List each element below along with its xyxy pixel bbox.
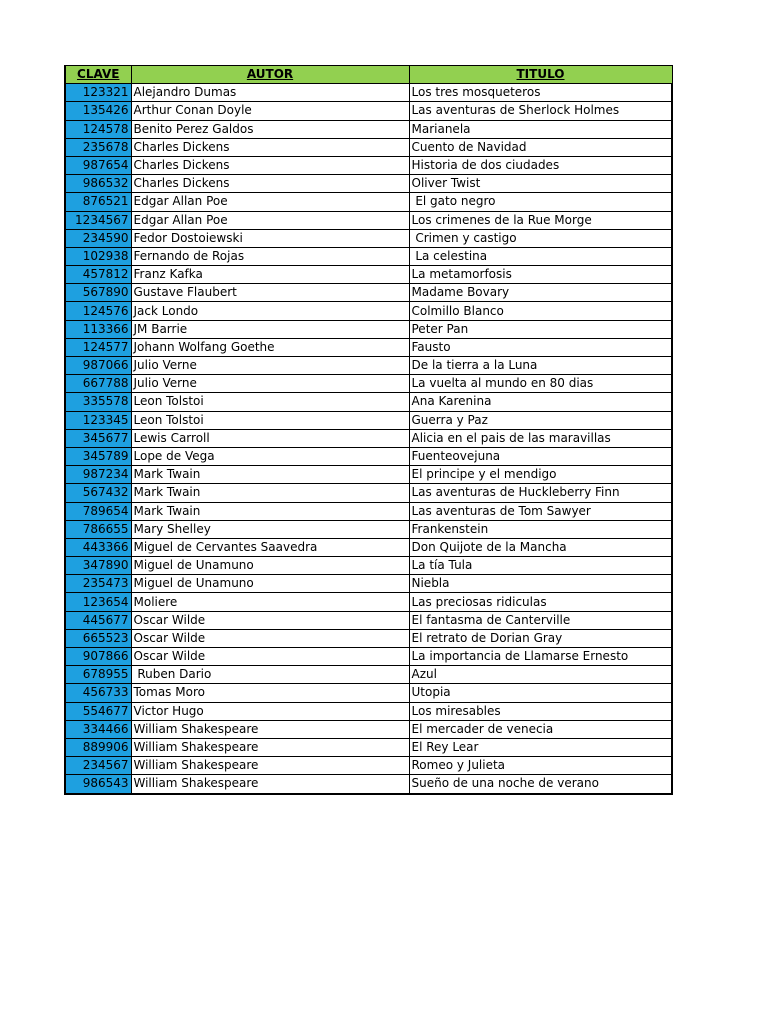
table-row [65,84,672,102]
cell-clave: 124578 [65,120,131,138]
cell-autor: William Shakespeare [131,738,409,756]
cell-clave: 986532 [65,175,131,193]
cell-autor: Mary Shelley [131,520,409,538]
cell-titulo: Niebla [409,575,672,593]
cell-titulo: Crimen y castigo [409,229,672,247]
cell-titulo: Los crimenes de la Rue Morge [409,211,672,229]
cell-titulo: Las aventuras de Sherlock Holmes [409,102,672,120]
table-row [65,593,672,611]
cell-titulo: El fantasma de Canterville [409,611,672,629]
table-row [65,575,672,593]
cell-autor: Mark Twain [131,502,409,520]
cell-clave: 457812 [65,266,131,284]
cell-autor: Fedor Dostoiewski [131,229,409,247]
cell-clave: 345789 [65,447,131,465]
cell-titulo: La importancia de Llamarse Ernesto [409,648,672,666]
cell-autor: Moliere [131,593,409,611]
table-row [65,484,672,502]
cell-autor: Oscar Wilde [131,629,409,647]
cell-titulo: Alicia en el pais de las maravillas [409,429,672,447]
cell-titulo: Las aventuras de Tom Sawyer [409,502,672,520]
cell-titulo: De la tierra a la Luna [409,357,672,375]
cell-autor: Ruben Dario [131,666,409,684]
cell-titulo: Madame Bovary [409,284,672,302]
cell-autor: Leon Tolstoi [131,393,409,411]
cell-clave: 987654 [65,156,131,174]
cell-titulo: Romeo y Julieta [409,757,672,775]
cell-clave: 123321 [65,84,131,102]
table-row [65,775,672,794]
table-row [65,138,672,156]
cell-autor: Lewis Carroll [131,429,409,447]
cell-autor: Charles Dickens [131,175,409,193]
table-row [65,648,672,666]
cell-clave: 665523 [65,629,131,647]
cell-autor: Miguel de Unamuno [131,557,409,575]
cell-titulo: El principe y el mendigo [409,466,672,484]
cell-titulo: La vuelta al mundo en 80 dias [409,375,672,393]
cell-autor: Julio Verne [131,357,409,375]
cell-autor: Julio Verne [131,375,409,393]
cell-clave: 123345 [65,411,131,429]
table-row [65,666,672,684]
table-row [65,375,672,393]
table-row [65,684,672,702]
cell-autor: Johann Wolfang Goethe [131,338,409,356]
cell-titulo: Cuento de Navidad [409,138,672,156]
cell-clave: 124576 [65,302,131,320]
cell-clave: 334466 [65,720,131,738]
cell-autor: Miguel de Cervantes Saavedra [131,538,409,556]
cell-titulo: Colmillo Blanco [409,302,672,320]
cell-clave: 102938 [65,247,131,265]
cell-titulo: Fuenteovejuna [409,447,672,465]
header-row [65,66,672,84]
cell-clave: 135426 [65,102,131,120]
cell-clave: 347890 [65,557,131,575]
cell-autor: Benito Perez Galdos [131,120,409,138]
cell-titulo: Historia de dos ciudades [409,156,672,174]
cell-titulo: Oliver Twist [409,175,672,193]
cell-titulo: El Rey Lear [409,738,672,756]
cell-autor: William Shakespeare [131,757,409,775]
cell-autor: Alejandro Dumas [131,84,409,102]
cell-titulo: Ana Karenina [409,393,672,411]
cell-titulo: Las preciosas ridiculas [409,593,672,611]
cell-clave: 123654 [65,593,131,611]
cell-autor: Leon Tolstoi [131,411,409,429]
cell-titulo: La metamorfosis [409,266,672,284]
cell-autor: JM Barrie [131,320,409,338]
cell-autor: Mark Twain [131,484,409,502]
cell-titulo: La tía Tula [409,557,672,575]
table-row [65,247,672,265]
cell-clave: 335578 [65,393,131,411]
cell-clave: 987066 [65,357,131,375]
cell-titulo: El mercader de venecia [409,720,672,738]
cell-autor: Oscar Wilde [131,611,409,629]
cell-autor: William Shakespeare [131,775,409,794]
table-row [65,411,672,429]
cell-titulo: Peter Pan [409,320,672,338]
cell-clave: 567890 [65,284,131,302]
cell-clave: 986543 [65,775,131,794]
table-row [65,720,672,738]
cell-autor: William Shakespeare [131,720,409,738]
table-row [65,284,672,302]
cell-titulo: Marianela [409,120,672,138]
cell-titulo: Las aventuras de Huckleberry Finn [409,484,672,502]
cell-autor: Charles Dickens [131,156,409,174]
cell-autor: Miguel de Unamuno [131,575,409,593]
table-row [65,175,672,193]
cell-autor: Victor Hugo [131,702,409,720]
cell-clave: 667788 [65,375,131,393]
table-row [65,156,672,174]
table-row [65,757,672,775]
table-row [65,447,672,465]
cell-titulo: Don Quijote de la Mancha [409,538,672,556]
cell-autor: Edgar Allan Poe [131,211,409,229]
cell-titulo: Utopia [409,684,672,702]
cell-autor: Charles Dickens [131,138,409,156]
cell-autor: Oscar Wilde [131,648,409,666]
cell-autor: Gustave Flaubert [131,284,409,302]
table-row [65,738,672,756]
cell-autor: Edgar Allan Poe [131,193,409,211]
table-row [65,611,672,629]
cell-autor: Fernando de Rojas [131,247,409,265]
table-row [65,429,672,447]
cell-clave: 456733 [65,684,131,702]
cell-clave: 113366 [65,320,131,338]
cell-clave: 907866 [65,648,131,666]
cell-autor: Tomas Moro [131,684,409,702]
table-row [65,266,672,284]
cell-clave: 678955 [65,666,131,684]
table-row [65,393,672,411]
table-row [65,302,672,320]
cell-autor: Arthur Conan Doyle [131,102,409,120]
cell-clave: 124577 [65,338,131,356]
table-row [65,502,672,520]
cell-clave: 789654 [65,502,131,520]
cell-clave: 443366 [65,538,131,556]
cell-clave: 889906 [65,738,131,756]
table-row [65,557,672,575]
cell-clave: 235473 [65,575,131,593]
cell-clave: 235678 [65,138,131,156]
header-titulo: TITULO [409,66,672,84]
table-row [65,120,672,138]
cell-clave: 567432 [65,484,131,502]
cell-titulo: Sueño de una noche de verano [409,775,672,794]
cell-titulo: Guerra y Paz [409,411,672,429]
table-row [65,629,672,647]
table-row [65,320,672,338]
header-clave: CLAVE [65,66,131,84]
cell-autor: Mark Twain [131,466,409,484]
cell-titulo: El gato negro [409,193,672,211]
table-row [65,229,672,247]
table-row [65,338,672,356]
table-row [65,102,672,120]
cell-clave: 987234 [65,466,131,484]
cell-clave: 234590 [65,229,131,247]
table-row [65,211,672,229]
table-row [65,520,672,538]
cell-titulo: Los tres mosqueteros [409,84,672,102]
cell-titulo: Azul [409,666,672,684]
cell-autor: Lope de Vega [131,447,409,465]
cell-clave: 786655 [65,520,131,538]
cell-titulo: El retrato de Dorian Gray [409,629,672,647]
book-table [64,65,673,795]
cell-clave: 345677 [65,429,131,447]
table-row [65,466,672,484]
table-row [65,357,672,375]
cell-titulo: La celestina [409,247,672,265]
header-autor: AUTOR [131,66,409,84]
table-row [65,702,672,720]
cell-titulo: Fausto [409,338,672,356]
cell-autor: Franz Kafka [131,266,409,284]
cell-clave: 234567 [65,757,131,775]
cell-clave: 876521 [65,193,131,211]
table-row [65,538,672,556]
cell-clave: 1234567 [65,211,131,229]
cell-titulo: Frankenstein [409,520,672,538]
cell-autor: Jack Londo [131,302,409,320]
cell-clave: 445677 [65,611,131,629]
table-row [65,193,672,211]
cell-titulo: Los miresables [409,702,672,720]
cell-clave: 554677 [65,702,131,720]
